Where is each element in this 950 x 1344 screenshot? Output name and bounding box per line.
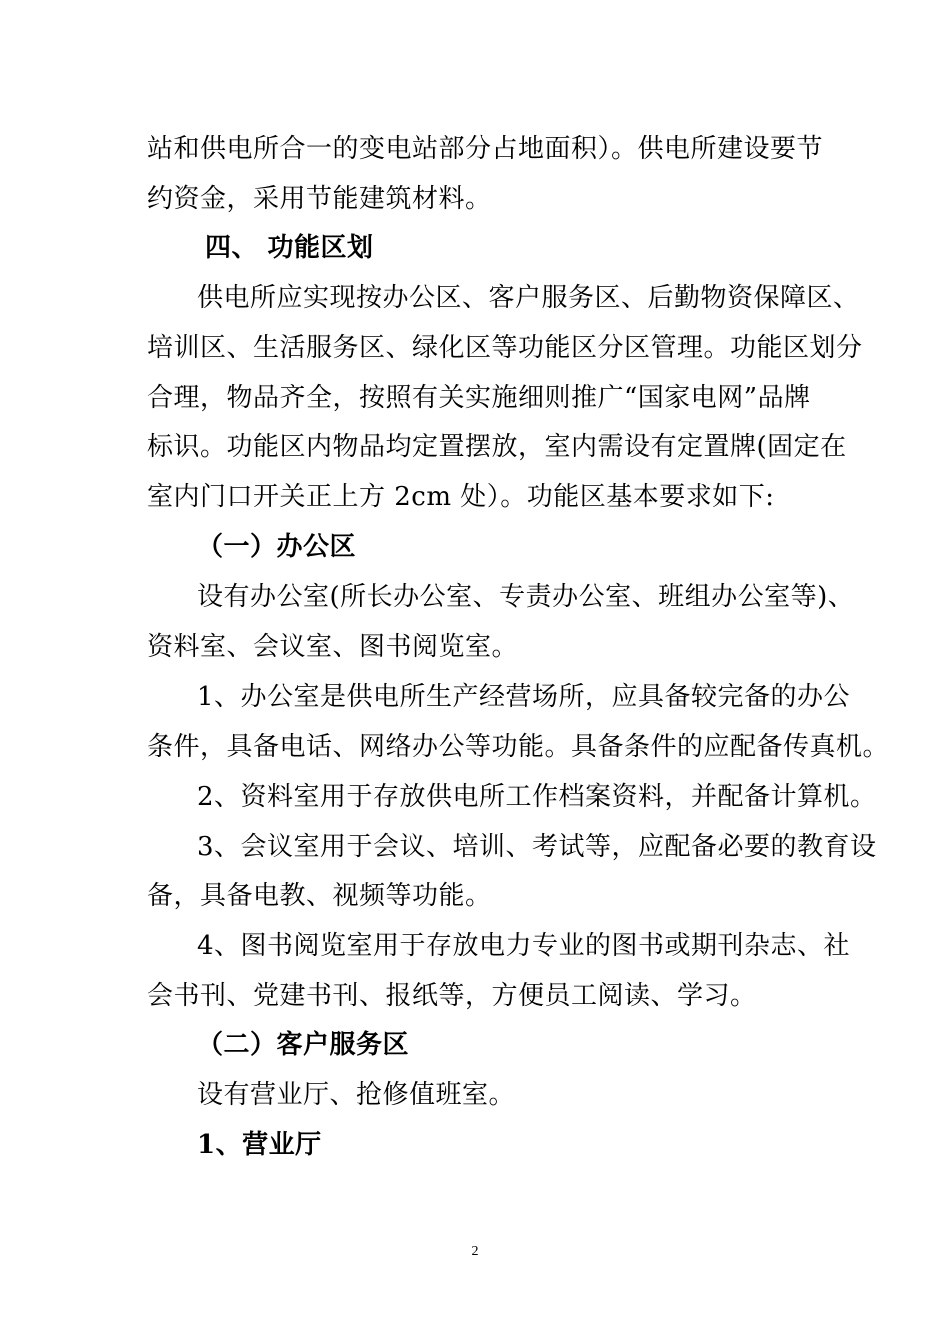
item-heading: 1、营业厅	[197, 1130, 322, 1160]
subsection-heading: （二）客户服务区	[197, 1030, 410, 1060]
paragraph-line: 培训区、生活服务区、绿化区等功能区分区管理。功能区划分	[147, 333, 863, 363]
paragraph-line: 站和供电所合一的变电站部分占地面积）。供电所建设要节	[147, 134, 824, 164]
section-heading: 四、 功能区划	[205, 233, 374, 263]
paragraph-line: 标识。功能区内物品均定置摆放，室内需设有定置牌(固定在	[147, 432, 847, 462]
paragraph-line: 1、办公室是供电所生产经营场所，应具备较完备的办公	[197, 682, 851, 712]
paragraph-line: 备，具备电教、视频等功能。	[147, 881, 492, 911]
paragraph-line: 4、图书阅览室用于存放电力专业的图书或期刊杂志、社	[197, 931, 851, 961]
paragraph-line: 合理，物品齐全，按照有关实施细则推广“国家电网”品牌	[147, 383, 811, 413]
paragraph-line: 会书刊、党建书刊、报纸等，方便员工阅读、学习。	[147, 981, 757, 1011]
paragraph-line: 3、会议室用于会议、培训、考试等，应配备必要的教育设	[197, 832, 877, 862]
subsection-heading: （一）办公区	[197, 532, 357, 562]
paragraph-line: 室内门口开关正上方 2cm 处）。功能区基本要求如下:	[147, 482, 775, 512]
paragraph-line: 设有营业厅、抢修值班室。	[197, 1080, 516, 1110]
paragraph-line: 设有办公室(所长办公室、专责办公室、班组办公室等)、	[197, 582, 855, 612]
paragraph-line: 条件，具备电话、网络办公等功能。具备条件的应配备传真机。	[147, 732, 890, 762]
page-number: 2	[471, 1244, 479, 1259]
paragraph-line: 2、资料室用于存放供电所工作档案资料，并配备计算机。	[197, 782, 877, 812]
paragraph-line: 约资金，采用节能建筑材料。	[147, 184, 492, 214]
paragraph-line: 供电所应实现按办公区、客户服务区、后勤物资保障区、	[197, 283, 860, 313]
paragraph-line: 资料室、会议室、图书阅览室。	[147, 632, 519, 662]
